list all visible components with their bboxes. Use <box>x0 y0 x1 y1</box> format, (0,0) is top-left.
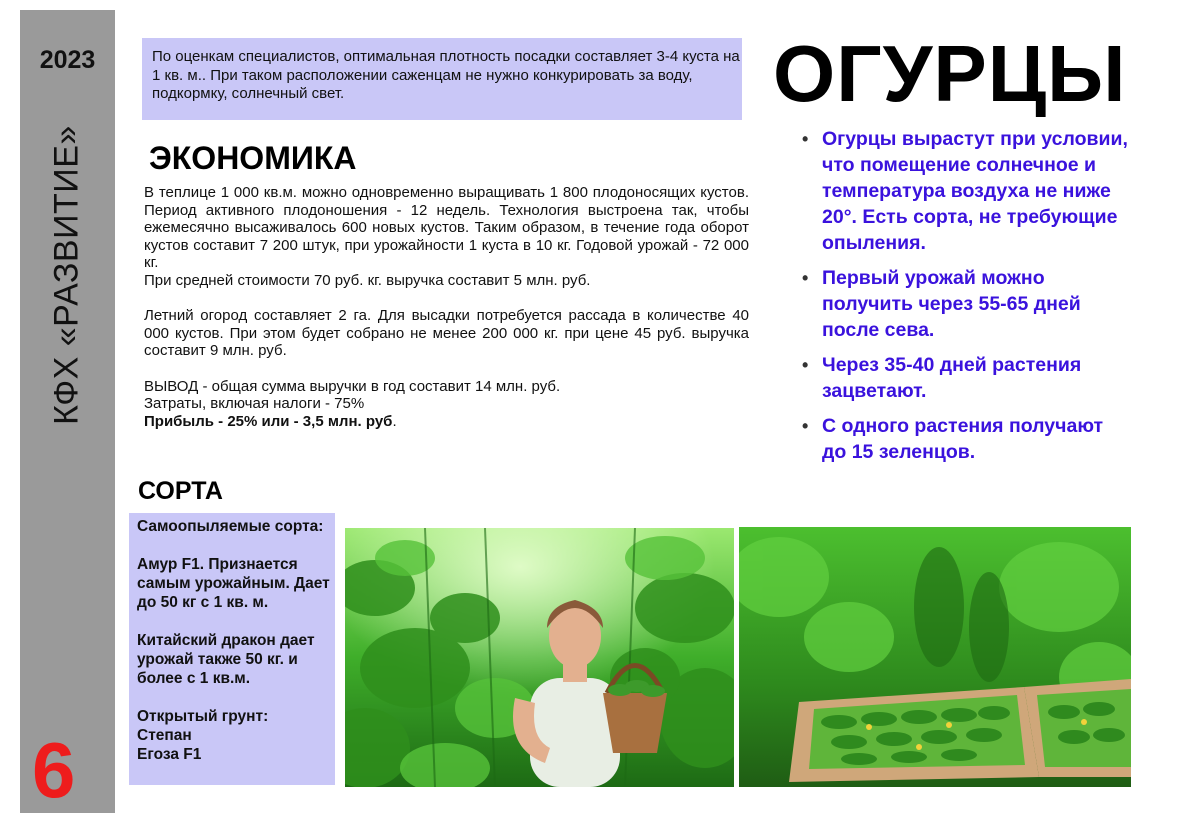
list-item: • Через 35-40 дней растения зацветают. <box>802 354 1082 402</box>
list-item: • Первый урожай можно получить через 55-65 дней после сева. <box>802 267 1081 341</box>
cucumber-crates-greenhouse-photo <box>739 527 1131 787</box>
list-item: • Огурцы вырастут при условии, что помещение солнечное и температура воздуха не ниже 20°. Есть сорта, не требующие опыления. <box>802 128 1128 254</box>
profit-bold: Прибыль - 25% или - 3,5 млн. руб <box>144 412 393 430</box>
open-ground-label: Открытый грунт: <box>137 708 269 725</box>
variety-amur: Амур F1. Признается самым урожайным. Дает до 50 кг с 1 кв. м. <box>137 556 330 611</box>
variety-egoza: Егоза F1 <box>137 746 202 763</box>
varieties-heading: СОРТА <box>138 477 223 505</box>
economics-text <box>144 184 749 430</box>
variety-stepan: Степан <box>137 727 192 744</box>
varieties-panel <box>129 513 335 785</box>
bullet-icon: • <box>802 355 809 375</box>
density-note: По оценкам специалистов, оптимальная плотность посадки составляет 3-4 куста на 1 кв. м.. При таком расположении саженцам не нужно конкурировать за воду, подкормку, солнечный свет. <box>142 38 742 120</box>
economics-heading: ЭКОНОМИКА <box>149 140 357 176</box>
bullet-icon: • <box>802 129 809 149</box>
profit-end: . <box>392 412 397 430</box>
economics-profit <box>144 413 749 431</box>
sidebar <box>20 10 115 813</box>
variety-dragon: Китайский дракон дает урожай также 50 кг. и более с 1 кв.м. <box>137 632 315 687</box>
economics-conclusion: ВЫВОД - общая сумма выручки в год составит 14 млн. руб. <box>144 377 561 395</box>
page-number: 6 <box>32 726 76 814</box>
company-name: КФХ «РАЗВИТИЕ» <box>47 125 86 425</box>
self-pollinating-label: Самоопыляемые сорта: <box>137 518 324 535</box>
year-label: 2023 <box>39 46 96 74</box>
list-item: • С одного растения получают до 15 зеленцов. <box>802 415 1104 463</box>
economics-costs: Затраты, включая налоги - 75% <box>144 395 365 413</box>
page-title: ОГУРЦЫ <box>773 29 1127 118</box>
economics-para-2: При средней стоимости 70 руб. кг. выручка составит 5 млн. руб. <box>144 271 591 289</box>
economics-para-3: Летний огород составляет 2 га. Для высадки потребуется рассада в количестве 40 000 кустов. При этом будет собрано не менее 200 000 кг. при цене 45 руб. выручка составит 9 млн. руб. <box>144 307 749 360</box>
facts-list <box>800 126 1130 474</box>
woman-with-cucumber-basket-photo <box>345 528 734 787</box>
bullet-icon: • <box>802 268 809 288</box>
economics-para-1: В теплице 1 000 кв.м. можно одновременно выращивать 1 800 плодоносящих кустов. Период активного плодоношения - 12 недель. Технология выстроена так, чтобы ежемесячно высаживалось 600 новых кустов. Таким образом, в течение года оборот кустов составит 7 200 штук, при урожайности 1 куста в 10 кг. Годовой урожай - 72 000 кг. <box>144 184 749 272</box>
bullet-icon: • <box>802 416 809 436</box>
